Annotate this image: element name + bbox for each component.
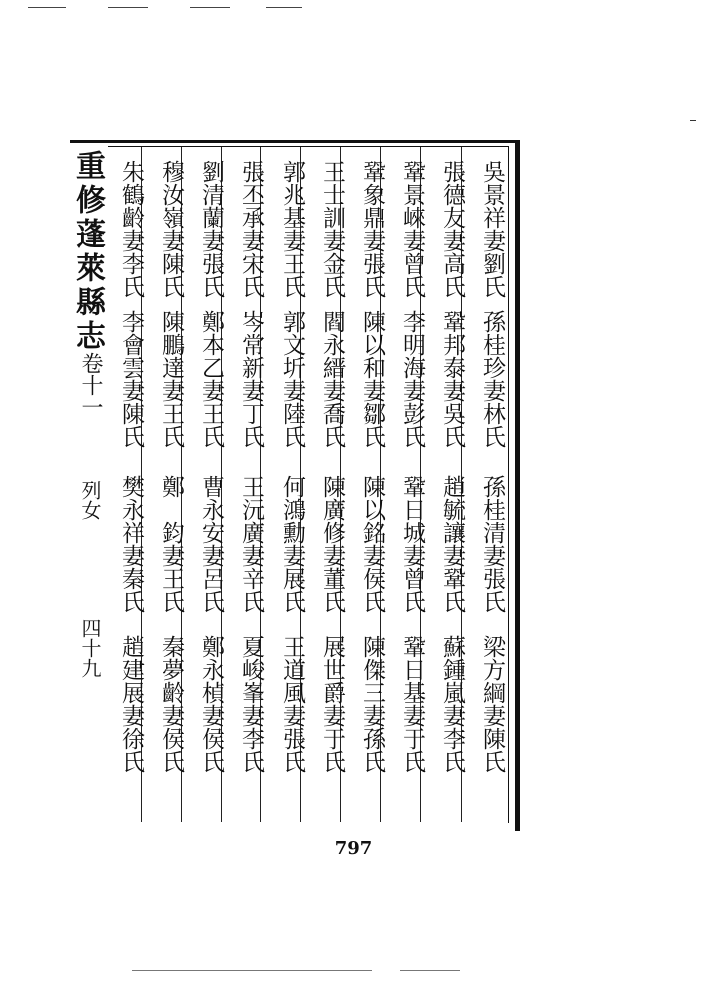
- woman-name: 鄭 鈞妻王氏: [158, 475, 184, 613]
- top-dash: [266, 7, 302, 8]
- woman-name: 鄭永楨妻侯氏: [198, 635, 224, 773]
- woman-name: 鞏景崍妻曾氏: [399, 160, 425, 298]
- woman-name: 李明海妻彭氏: [399, 310, 425, 448]
- woman-name: 王士訓妻金氏: [319, 160, 345, 298]
- top-dash: [190, 7, 230, 8]
- woman-name: 孫桂珍妻林氏: [479, 310, 505, 448]
- woman-name: 陳以和妻鄒氏: [359, 310, 385, 448]
- woman-name: 岑常新妻丁氏: [238, 310, 264, 448]
- scan-noise: [400, 970, 460, 971]
- woman-name: 陳以銘妻侯氏: [359, 475, 385, 613]
- woman-name: 張德友妻高氏: [439, 160, 465, 298]
- woman-name: 郭兆基妻王氏: [279, 160, 305, 298]
- woman-name: 閻永縉妻喬氏: [319, 310, 345, 448]
- stray-mark: [690, 120, 696, 121]
- woman-name: 鞏邦泰妻吳氏: [439, 310, 465, 448]
- woman-name: 劉清蘭妻張氏: [198, 160, 224, 298]
- woman-name: 夏峻峯妻李氏: [238, 635, 264, 773]
- woman-name: 曹永安妻呂氏: [198, 475, 224, 613]
- top-dash: [108, 7, 148, 8]
- woman-name: 穆汝嶺妻陳氏: [158, 160, 184, 298]
- woman-name: 趙建展妻徐氏: [118, 635, 144, 773]
- woman-name: 王沅廣妻辛氏: [238, 475, 264, 613]
- scan-noise: [132, 970, 372, 971]
- margin-volume: 卷十一: [78, 352, 103, 418]
- woman-name: 朱鶴齡妻李氏: [118, 160, 144, 298]
- woman-name: 何鴻勳妻展氏: [279, 475, 305, 613]
- woman-name: 蘇鍾嵐妻李氏: [439, 635, 465, 773]
- woman-name: 吳景祥妻劉氏: [479, 160, 505, 298]
- margin-book-title: 重修蓬萊縣志: [70, 150, 105, 354]
- woman-name: 趙毓讓妻鞏氏: [439, 475, 465, 613]
- woman-name: 陳廣修妻董氏: [319, 475, 345, 613]
- woman-name: 鄭本乙妻王氏: [198, 310, 224, 448]
- page-number: 797: [334, 838, 373, 859]
- woman-name: 陳鵬達妻王氏: [158, 310, 184, 448]
- margin-section: 列女: [78, 480, 102, 520]
- woman-name: 陳傑三妻孫氏: [359, 635, 385, 773]
- woman-name: 秦夢齡妻侯氏: [158, 635, 184, 773]
- woman-name: 展世爵妻于氏: [319, 635, 345, 773]
- woman-name: 王道風妻張氏: [279, 635, 305, 773]
- woman-name: 孫桂清妻張氏: [479, 475, 505, 613]
- woman-name: 樊永祥妻秦氏: [118, 475, 144, 613]
- margin-leaf: 四十九: [78, 618, 102, 678]
- woman-name: 李會雲妻陳氏: [118, 310, 144, 448]
- woman-name: 鞏日基妻于氏: [399, 635, 425, 773]
- woman-name: 張丕承妻宋氏: [238, 160, 264, 298]
- woman-name: 郭文圻妻陸氏: [279, 310, 305, 448]
- woman-name: 鞏日城妻曾氏: [399, 475, 425, 613]
- woman-name: 梁方綱妻陳氏: [479, 635, 505, 773]
- woman-name: 鞏象鼎妻張氏: [359, 160, 385, 298]
- top-dash: [28, 7, 66, 8]
